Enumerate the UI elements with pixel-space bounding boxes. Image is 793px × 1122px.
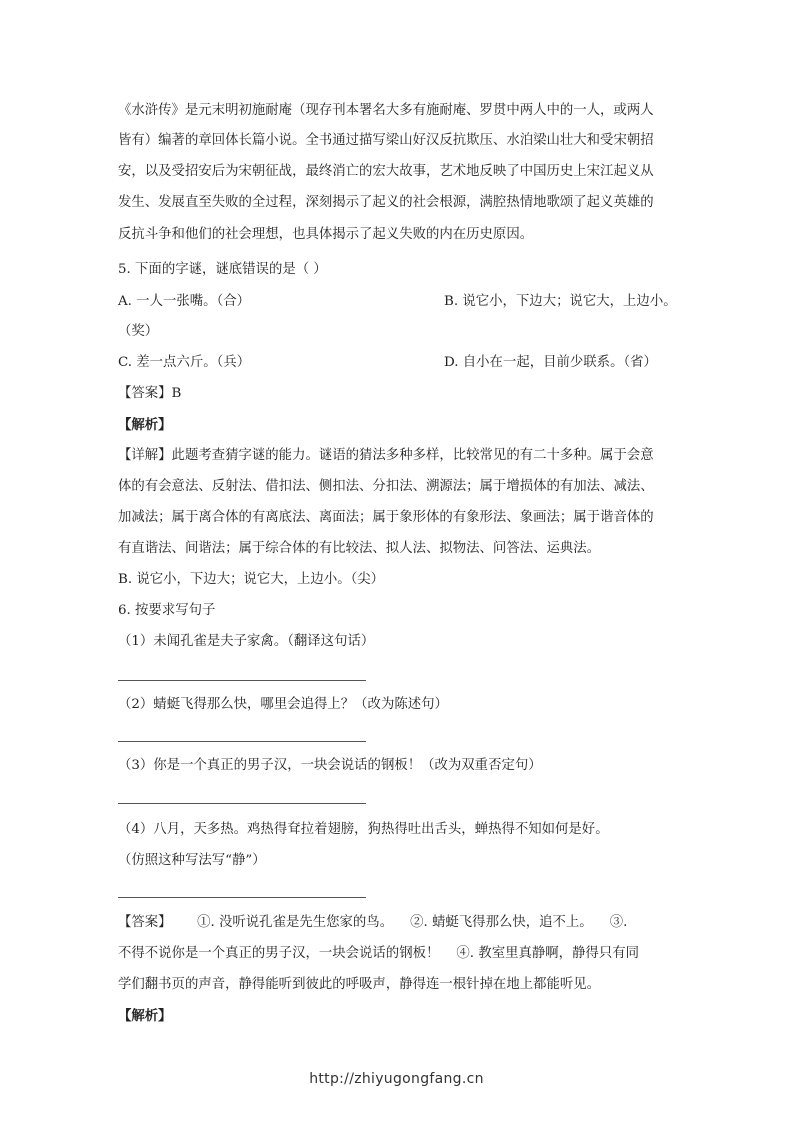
q6-analysis-label: 【解析】	[118, 1008, 172, 1024]
answer-blank-line	[118, 897, 366, 898]
answer-blank-line	[118, 680, 366, 681]
answer-blank-line	[118, 741, 366, 742]
q6-part-1: （1）未闻孔雀是夫子家禽。（翻译这句话）	[118, 634, 375, 649]
q5-answer: 【答案】B	[118, 386, 182, 401]
q5-option-c: C. 差一点六斤。（兵）	[118, 355, 251, 370]
q6-part-4-note: （仿照这种写法写“静”）	[118, 853, 266, 868]
q5-detail-line: 体的有会意法、反射法、借扣法、侧扣法、分扣法、溯源法；属于增损体的有加法、减法、	[118, 479, 654, 494]
q5-option-d: D. 自小在一起，目前少联系。（省）	[444, 355, 657, 370]
question-6-stem: 6. 按要求写句子	[118, 603, 216, 618]
passage-line: 发生、发展直至失败的全过程，深刻揭示了起义的社会根源，满腔热情地歌颂了起义英雄的	[118, 195, 654, 210]
passage-line: 安，以及受招安后为宋朝征战，最终消亡的宏大故事，艺术地反映了中国历史上宋江起义从	[118, 164, 654, 179]
q6-part-3: （3）你是一个真正的男子汉，一块会说话的钢板！（改为双重否定句）	[118, 758, 542, 773]
answer-blank-line	[118, 803, 366, 804]
q6-part-2: （2）蜻蜓飞得那么快，哪里会追得上？（改为陈述句）	[118, 697, 448, 712]
q6-answer-line: 不得不说你是一个真正的男子汉，一块会说话的钢板！ ④. 教室里真静啊，静得只有同	[118, 946, 639, 961]
q5-detail-line: 加减法；属于离合体的有离底法、离面法；属于象形体的有象形法、象画法；属于谐音体的	[118, 510, 654, 525]
q5-correction: B. 说它小，下边大；说它大，上边小。（尖）	[118, 572, 385, 587]
q6-answer-line: 学们翻书页的声音，静得能听到彼此的呼吸声，静得连一根针掉在地上都能听见。	[118, 977, 601, 992]
passage-line: 皆有）编著的章回体长篇小说。全书通过描写梁山好汉反抗欺压、水泊梁山壮大和受宋朝招	[118, 133, 654, 148]
q6-answer-line: 【答案】 ①. 没听说孔雀是先生您家的鸟。 ②. 蜻蜓飞得那么快，追不上。 ③.	[118, 915, 628, 930]
q5-option-a: A. 一人一张嘴。（合）	[118, 294, 250, 309]
passage-line: 《水浒传》是元末明初施耐庵（现存刊本署名大多有施耐庵、罗贯中两人中的一人，或两人	[118, 103, 654, 118]
question-5-stem: 5. 下面的字谜，谜底错误的是（ ）	[118, 262, 327, 277]
q6-part-4: （4）八月，天多热。鸡热得耷拉着翅膀，狗热得吐出舌头，蝉热得不知如何是好。	[118, 822, 609, 837]
q5-option-b-cont: （奖）	[118, 324, 159, 339]
q5-detail-line: 【详解】此题考查猜字谜的能力。谜语的猜法多种多样，比较常见的有二十多种。属于会意	[118, 448, 654, 463]
q5-option-b: B. 说它小，下边大；说它大，上边小。	[444, 294, 677, 309]
q5-analysis-label: 【解析】	[118, 417, 172, 433]
passage-line: 反抗斗争和他们的社会理想，也具体揭示了起义失败的内在历史原因。	[118, 227, 534, 242]
q5-detail-line: 有直谐法、间谐法；属于综合体的有比较法、拟人法、拟物法、问答法、运典法。	[118, 541, 601, 556]
footer-url: http://zhiyugongfang.cn	[309, 1071, 484, 1087]
